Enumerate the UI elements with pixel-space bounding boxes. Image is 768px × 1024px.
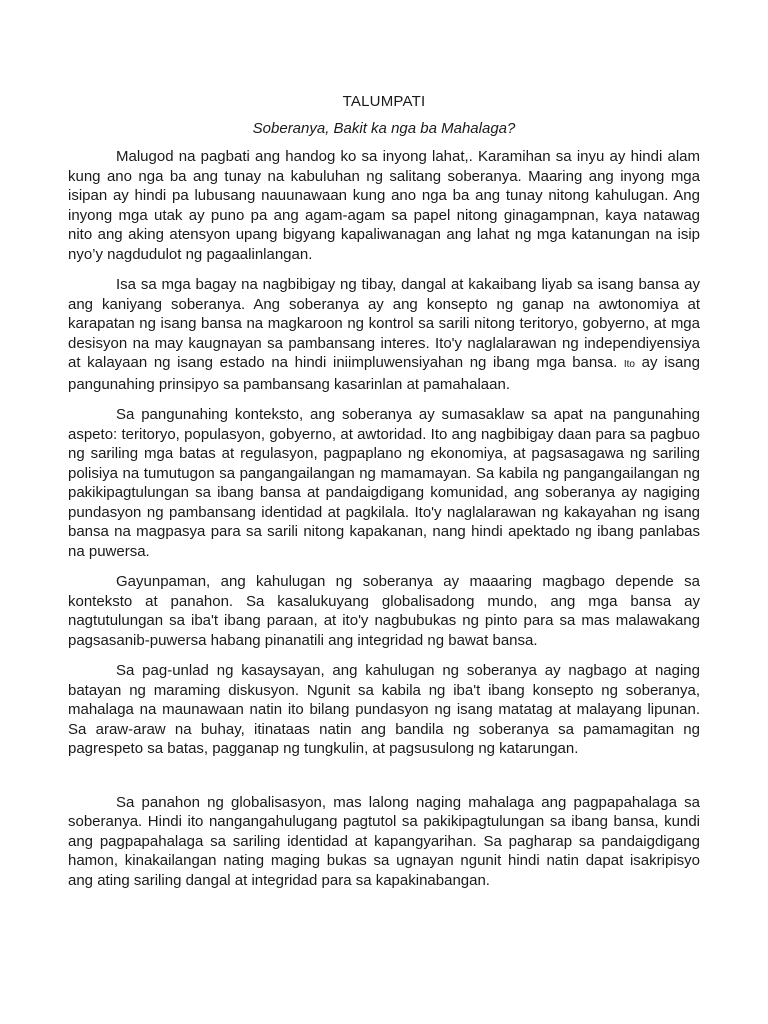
paragraph-2-small-word: Ito (623, 359, 635, 370)
paragraph-2 (68, 275, 700, 394)
paragraph-3: Sa pangunahing konteksto, ang soberanya ay sumasaklaw sa apat na pangunahing aspeto: teritoryo, populasyon, gobyerno, at awtoridad. Ito ang nagbibigay daan para sa pagbuo ng sariling mga batas at regulasyon, pagpaplano ng ekonomiya, at pagsasagawa ng sariling polisiya na tumutugon sa pangangailangan ng mamamayan. Sa kabila ng pangangailangan ng pakikipagtulungan sa ibang bansa at pandaigdigang komunidad, ang soberanya ay nagiging pundasyon ng pambansang identidad at pagkilala. Ito'y naglalarawan ng kakayahan ng isang bansa na magpasya para sa sarili nitong kapakanan, nang hindi apektado ng ibang panlabas na puwersa. (68, 406, 700, 560)
document-subtitle: Soberanya, Bakit ka nga ba Mahalaga? (252, 120, 516, 137)
document-body (68, 92, 700, 901)
paragraph-6: Sa panahon ng globalisasyon, mas lalong naging mahalaga ang pagpapahalaga sa soberanya. Hindi ito nangangahulugang pagtutol sa pakikipagtulungan sa ibang bansa, kundi ang pagpapahalaga sa sariling identidad at kapangyarihan. Sa pagharap sa pandaigdigang hamon, kinakailangan nating maging bukas sa ugnayan ngunit hindi natin dapat isakripisyo ang ating sariling dangal at integridad para sa kapakinabangan. (68, 793, 700, 889)
paragraph-2-end: ay isang pangunahing prinsipyo sa pambansang kasarinlan at pamahalaan. (68, 354, 700, 393)
paragraph-1: Malugod na pagbati ang handog ko sa inyong lahat,. Karamihan sa inyu ay hindi alam kung ano nga ba ang tunay na kabuluhan ng salitang soberanya. Maaring ang inyong mga isipan ay hindi pa lubusang nauunawaan kung ano nga ba ang tunay nitong kahulugan. Ang inyong mga utak ay puno pa ang agam-agam sa papel nitong ginagampnan, kaya natawag nito ang aking atensyon upang bigyang kapaliwanagan ang lahat ng mga katanungan na isip nyo’y nagdudulot ng pagaalinlangan. (68, 148, 700, 263)
paragraph-2-main: Isa sa mga bagay na nagbibigay ng tibay, dangal at kakaibang liyab sa isang bansa ay ang kaniyang soberanya. Ang soberanya ay ang konsepto ng ganap na awtonomiya at karapatan ng isang bansa na magkaroon ng kontrol sa sarili nitong teritoryo, gobyerno, at mga desisyon na may kaugnayan sa pambansang interes. Ito'y naglalarawan ng independiyensiya at kalayaan ng isang estado na hindi iniimpluwensiyahan ng ibang mga bansa. (68, 276, 700, 371)
paragraph-4: Gayunpaman, ang kahulugan ng soberanya ay maaaring magbago depende sa konteksto at panahon. Sa kasalukuyang globalisadong mundo, ang mga bansa ay nagtutulungan sa iba't ibang paraan, at ito'y nagbubukas ng pinto para sa mas malawakang pagsasanib-puwersa habang pinanatili ang integridad ng bawat bansa. (68, 573, 700, 649)
document-title: TALUMPATI (342, 93, 426, 110)
paragraph-5: Sa pag-unlad ng kasaysayan, ang kahulugan ng soberanya ay nagbago at naging batayan ng maraming diskusyon. Ngunit sa kabila ng iba't ibang konsepto ng soberanya, mahalaga na maunawaan natin ito bilang pundasyon ng isang matatag at malayang lipunan. Sa araw-araw na buhay, itinataas natin ang bandila ng soberanya sa pamamagitan ng pagrespeto sa batas, pagganap ng tungkulin, at pagsusulong ng katarungan. (68, 662, 700, 757)
